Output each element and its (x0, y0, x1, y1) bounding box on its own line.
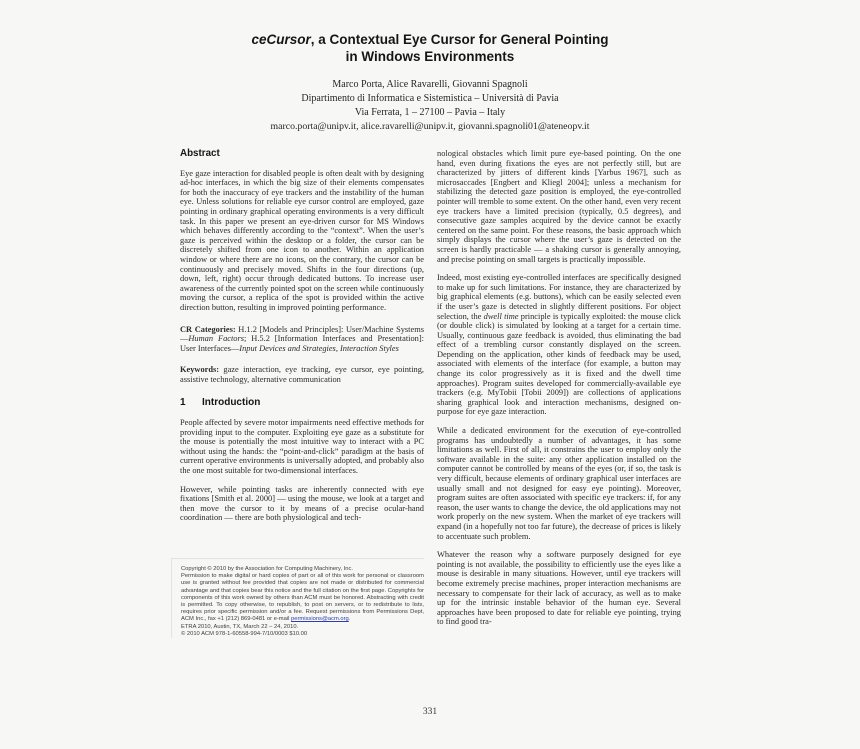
authors-block (0, 78, 860, 134)
paper-title-line1-rest: , a Contextual Eye Cursor for General Pointing (310, 32, 609, 47)
right-paragraph-1: nological obstacles which limit pure eye-based pointing. On the one hand, even during fixations the eyes are not perfectly still, but are characterized by jitters of different kinds [Yarbus 1967], such as microsaccades [Engbert and Kliegl 2004]; unless a mechanism for stabilizing the detected gaze position is employed, the eye-controlled pointer will tremble to some extent. On the other hand, even very recent eye trackers have a limited precision (typically, 0.5 degrees), and consecutive gaze samples acquired by the device cannot be exactly centered on the same point. For these reasons, the basic approach which simply displays the cursor where the user’s gaze is detected on the screen is hardly practicable — a shaking cursor is generally annoying, and precise pointing on small targets is practically impossible. (437, 149, 681, 264)
paper-title-line1 (0, 31, 860, 48)
right-paragraph-4: Whatever the reason why a software purposely designed for eye pointing is not available, the possibility to efficiently use the eyes like a mouse is desirable in many situations. However, until eye trackers will become extremely precise machines, proper interaction mechanisms are necessary to compensate for their lack of accuracy, as well as to make up for the intrinsic instable behavior of the human eye. Several approaches have been proposed to date for reliable eye pointing, trying to find good tra- (437, 550, 681, 627)
keywords-text: Keywords: gaze interaction, eye tracking, eye cursor, eye pointing, assistive technology, alternative communication (180, 365, 425, 384)
permissions-email-link[interactable]: permissions@acm.org (291, 616, 349, 623)
authors-names: Marco Porta, Alice Ravarelli, Giovanni Spagnoli (332, 79, 528, 90)
section-number: 1 (180, 397, 186, 409)
paper-title (0, 0, 860, 65)
two-column-body (180, 149, 681, 638)
authors-emails: marco.porta@unipv.it, alice.ravarelli@unipv.it, giovanni.spagnoli01@ateneopv.it (270, 121, 590, 132)
copyright-line1: Copyright © 2010 by the Association for Computing Machinery, Inc. (181, 566, 354, 572)
page-number: 331 (422, 707, 438, 717)
cr-categories-text: CR Categories: H.1.2 [Models and Principles]: User/Machine Systems—Human Factors; H.5.2 [Information Interfaces and Presentation]: User Interfaces—Input Devices and Strategies, Interaction Styles (180, 324, 424, 353)
abstract-text: Eye gaze interaction for disabled people is often dealt with by designing ad-hoc interfaces, in which the big size of their elements compensates for both the inaccuracy of eye trackers and the instability of the human eye. Unless solutions for reliable eye cursor control are employed, gaze pointing in ordinary graphical operating environments is a very difficult task. In this paper we present an eye-driven cursor for MS Windows which behaves differently according to the “context”. When the user’s gaze is perceived within the desktop or a folder, the cursor can be discretely shifted from one icon to another. Within an application window or where there are no icons, on the contrary, the cursor can be continuously and precisely moved. Shifts in the four directions (up, down, left, right) occur through dedicated buttons. To increase user awareness of the currently pointed spot on the screen while continuously moving the cursor, a replica of the spot is provided within the active direction button, resulting in improved pointing performance. (180, 168, 424, 312)
section-title: Introduction (202, 397, 261, 409)
copyright-body: Permission to make digital or hard copies of part or all of this work for personal or classroom use is granted without fee provided that copies are not made or distributed for commercial advantage and that copies bear this notice and the full citation on the first page. Copyrights for components of this work owned by others than ACM must be honored. Abstracting with credit is permitted. To copy otherwise, to republish, to post on servers, or to redistribute to lists, requires prior specific permission and/or a fee. Request permissions from Permissions Dept, ACM Inc., fax +1 (212) 869-0481 or e-mail permissions@acm.org. (181, 573, 424, 623)
isbn-line: © 2010 ACM 978-1-60558-994-7/10/0003 $10.00 (181, 630, 308, 637)
section-heading-introduction (180, 398, 424, 408)
paper-title-line2: in Windows Environments (345, 49, 515, 64)
intro-paragraph-1: People affected by severe motor impairments need effective methods for providing input to the computer. Exploiting eye gaze as a substitute for the mouse is potentially the most intuitive way to interact with a PC without using the hands: the “point-and-click” paradigm at the basis of current operative environments is universally adopted, and probably also the one most suitable for two-dimensional interfaces. (180, 418, 424, 476)
right-paragraph-3: While a dedicated environment for the execution of eye-controlled programs has undoubtedly a number of advantages, it has some limitations as well. First of all, it constrains the user to employ only the software available in the suite: any other application installed on the computer cannot be controlled by means of the eyes (or, if so, the task is very difficult, because elements of ordinary graphical user interfaces are usually small and not designed for easy eye pointing). Moreover, program suites are often associated with specific eye trackers: if, for any reason, the user wants to change the device, the old applications may not work properly on the new system. When the market of eye trackers will expand (in a hopefully not too far future), the decrease of prices is likely to accentuate such problem. (437, 426, 681, 541)
conference-line: ETRA 2010, Austin, TX, March 22 – 24, 2010. (181, 623, 299, 630)
paper-title-emphasis: ceCursor (251, 32, 311, 47)
left-column (180, 149, 424, 638)
authors-address: Via Ferrata, 1 – 27100 – Pavia – Italy (354, 107, 506, 118)
copyright-notice (171, 558, 424, 638)
right-column (437, 149, 681, 638)
abstract-heading: Abstract (180, 148, 220, 159)
authors-affiliation: Dipartimento di Informatica e Sistemistica – Università di Pavia (301, 93, 559, 104)
intro-paragraph-2: However, while pointing tasks are inherently connected with eye fixations [Smith et al. 2000] — using the mouse, we look at a target and then move the cursor to it by means of a precise ocular-hand coordination — there are both physiological and tech- (180, 484, 424, 523)
right-paragraph-2: Indeed, most existing eye-controlled interfaces are specifically designed to make up for such limitations. For instance, they are characterized by big graphical elements (e.g. buttons), which can be easily selected even if the user’s gaze is detected in slightly different positions. For object selection, the dwell time principle is typically exploited: the mouse click (or double click) is simulated by looking at a target for a certain time. Usually, continuous gaze feedback is avoided, thus eliminating the bad effect of a trembling cursor constantly displayed on the screen. Depending on the application, other kinds of feedback may be used, associated with elements of the interface (for example, a button may change its color progressively as it is fixed and the dwell time approaches). Program suites developed for commercially-available eye trackers (e.g. MyTobii [Tobii 2009]) are collections of applications sharing graphical look and interaction mechanisms, designed on-purpose for eye gaze interaction. (437, 273, 681, 417)
